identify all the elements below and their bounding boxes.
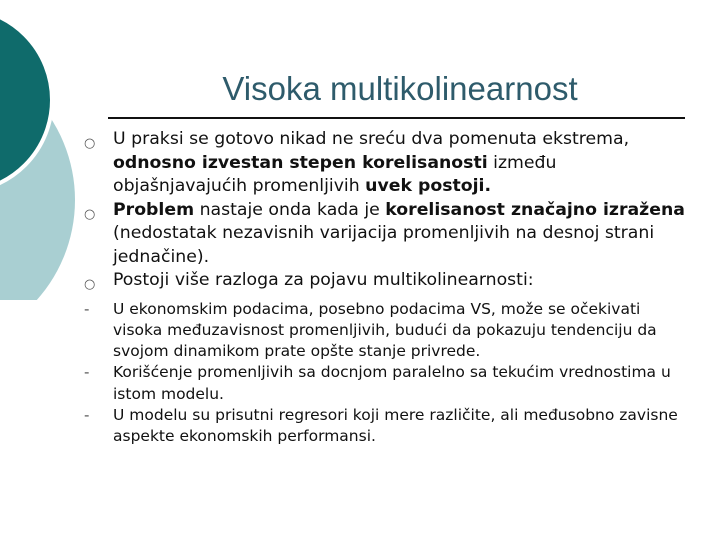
bullet-2: ○ Problem nastaje onda kada je korelisanost značajno izražena (nedostatak nezavisnih varijacija promenljivih na desnoj strani jednačine). (84, 199, 685, 267)
title-underline (108, 117, 685, 119)
circle-bullet-icon: ○ (84, 206, 96, 222)
slide-content (84, 128, 694, 448)
dash-marker: - (84, 363, 90, 382)
dash-marker: - (84, 405, 90, 424)
sub-item: - U modelu su prisutni regresori koji mere različite, ali međusobno zavisne aspekte ekonomskih performansi. (84, 405, 678, 446)
bullet-1: ○ U praksi se gotovo nikad ne sreću dva pomenuta ekstrema, odnosno izvestan stepen korelisanosti između objašnjavajućih promenljivih uvek postoji. (84, 129, 630, 196)
bullet-3: ○ Postoji više razloga za pojavu multikolinearnosti: (84, 269, 694, 293)
sub-item: - U ekonomskim podacima, posebno podacima VS, može se očekivati visoka međuzavisnost promenljivih, budući da pokazuju tendenciju da svojom dinamikom prate opšte stanje privrede. (84, 299, 657, 361)
sub-item: - Korišćenje promenljivih sa docnjom paralelno sa tekućim vrednostima u istom modelu. (84, 363, 671, 403)
circle-bullet-icon: ○ (84, 277, 96, 292)
slide-title: Visoka multikolinearnost (222, 70, 578, 107)
dash-marker: - (84, 299, 90, 318)
circle-bullet-icon: ○ (84, 136, 96, 151)
